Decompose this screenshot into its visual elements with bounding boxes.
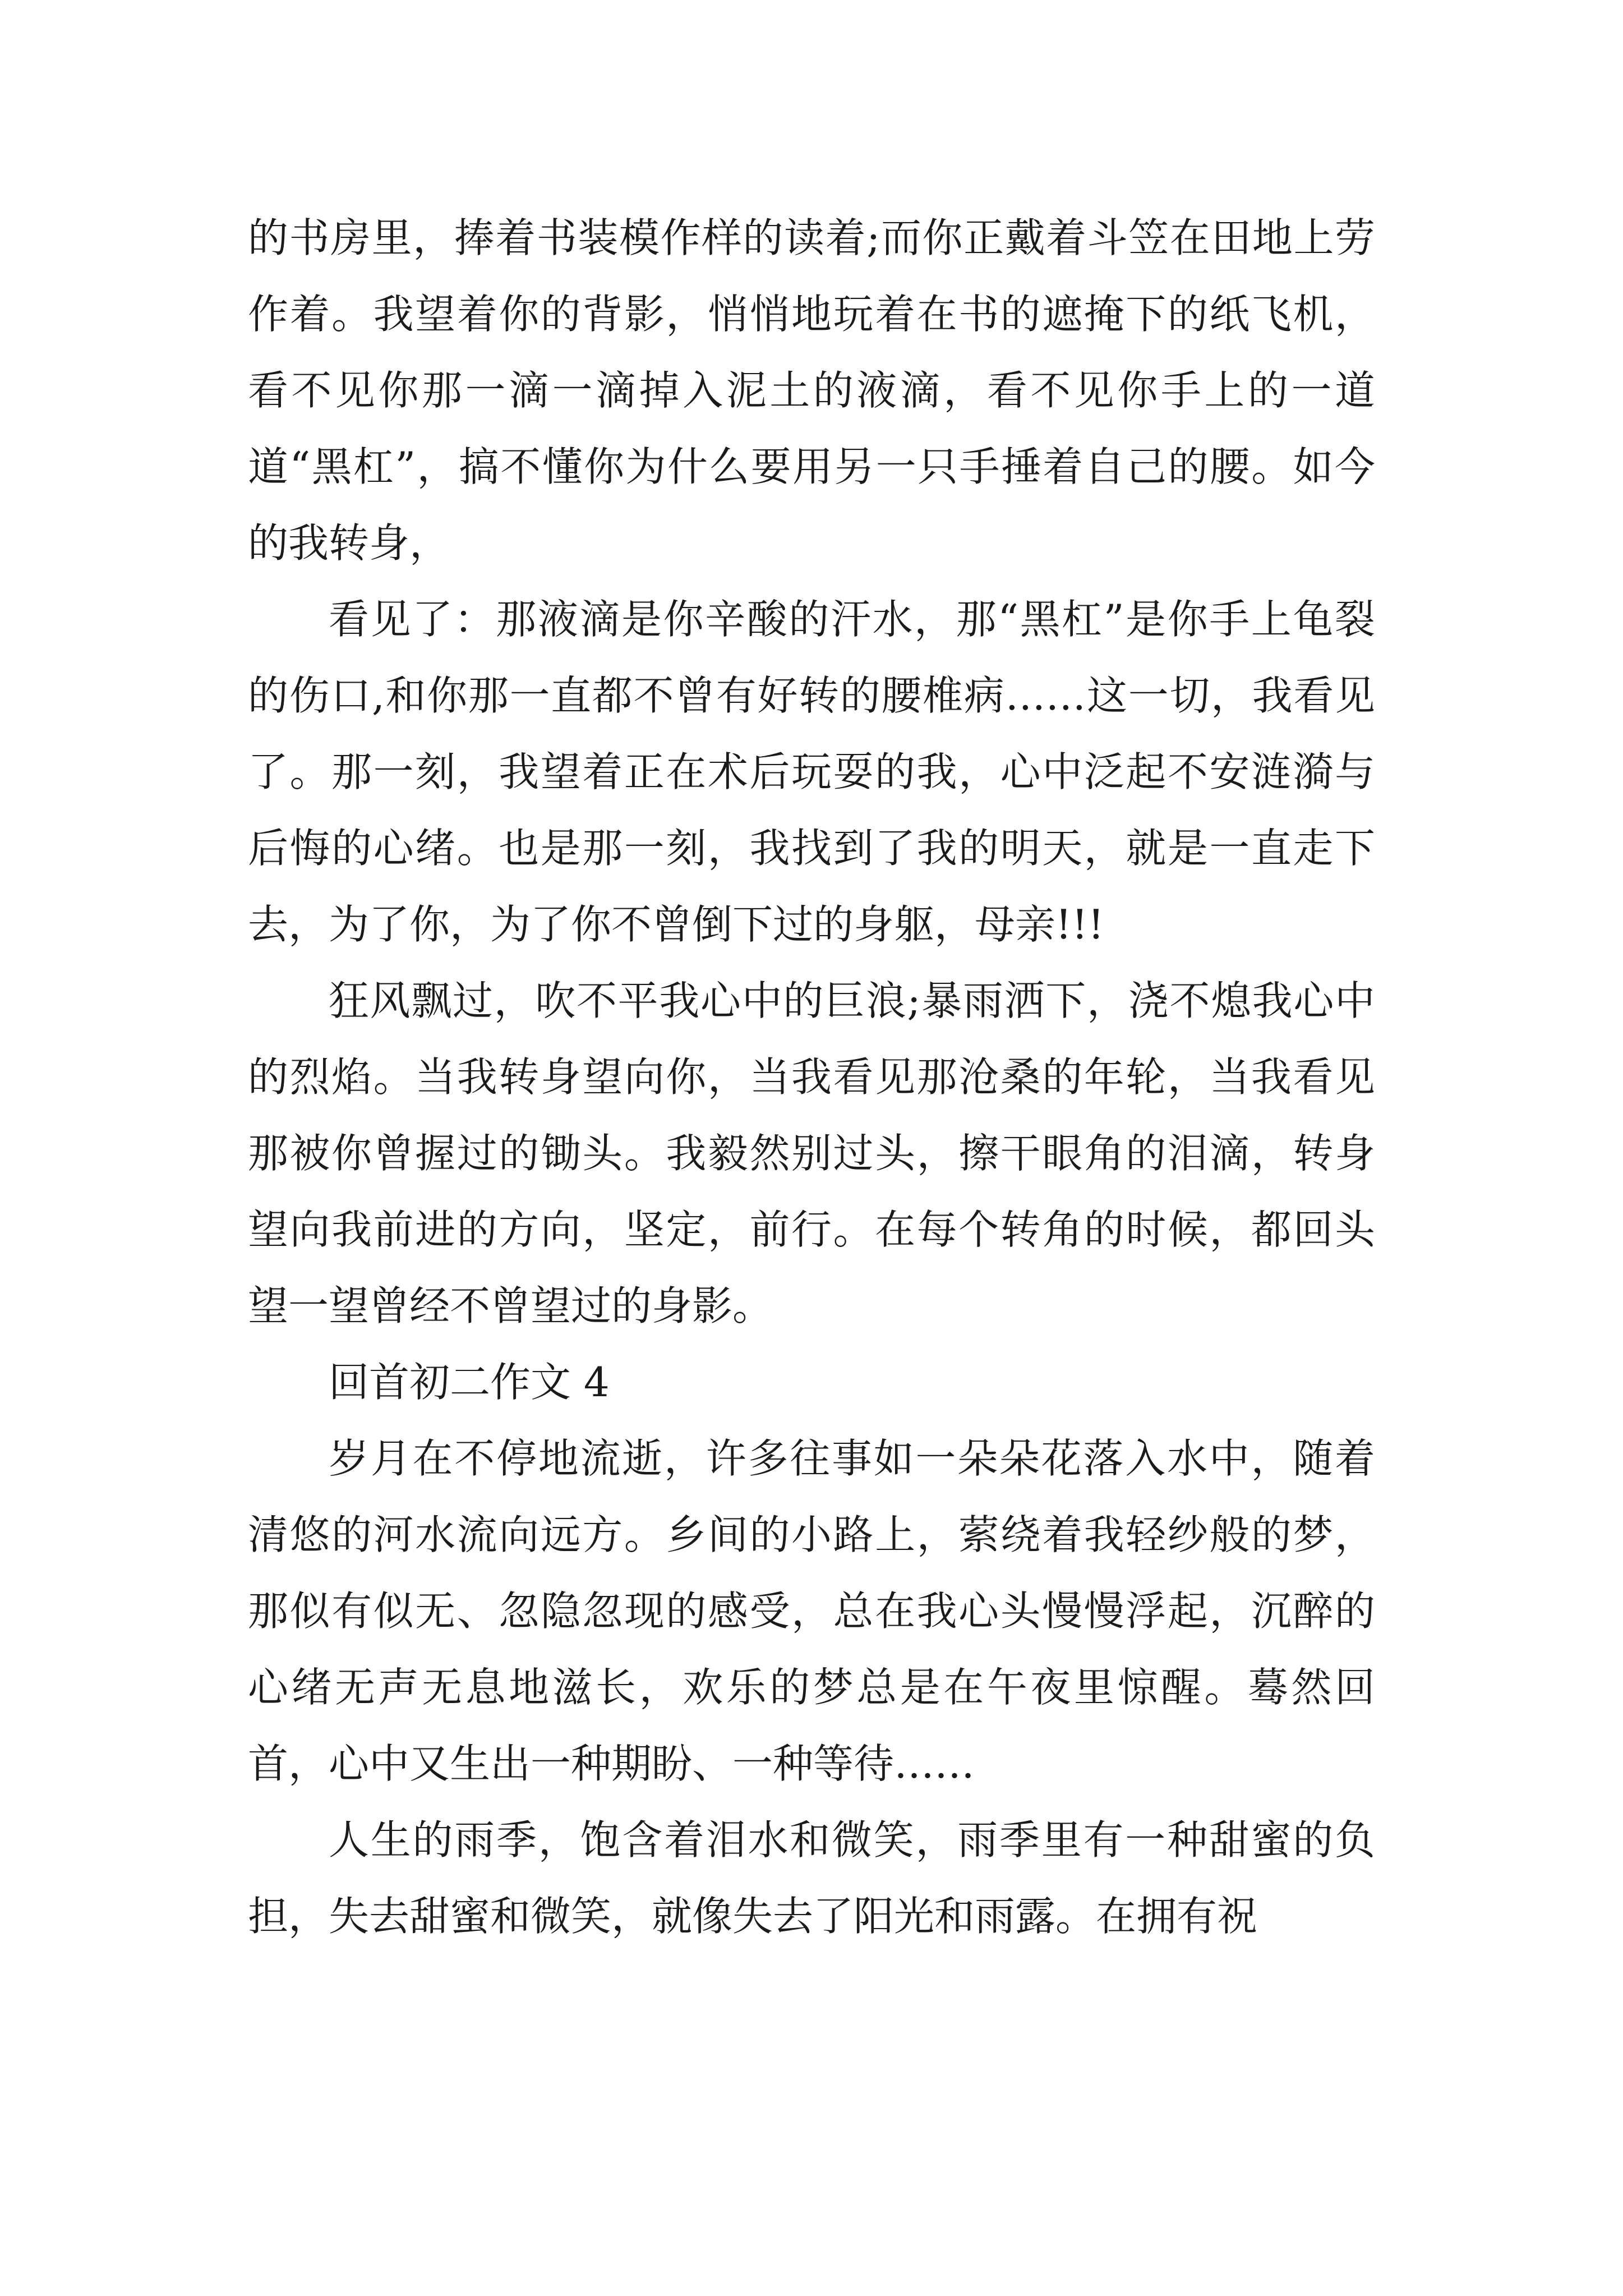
paragraph-4: 岁月在不停地流逝，许多往事如一朵朵花落入水中，随着清悠的河水流向远方。乡间的小路上，萦绕着我轻纱般的梦，那似有似无、忽隐忽现的感受，总在我心头慢慢浮起，沉醉的心绪无声无息地滋长，欢乐的梦总是在午夜里惊醒。蓦然回首，心中又生出一种期盼、一种等待…… — [248, 1435, 1375, 1787]
section-heading: 回首初二作文 4 — [329, 1359, 610, 1406]
paragraph-3: 狂风飘过，吹不平我心中的巨浪;暴雨洒下，浇不熄我心中的烈焰。当我转身望向你，当我看见那沧桑的年轮，当我看见那被你曾握过的锄头。我毅然别过头，擦干眼角的泪滴，转身望向我前进的方向，坚定，前行。在每个转角的时候，都回头望一望曾经不曾望过的身影。 — [248, 977, 1375, 1329]
paragraph-2: 看见了：那液滴是你辛酸的汗水，那“黑杠”是你手上龟裂的伤口,和你那一直都不曾有好转的腰椎病……这一切，我看见了。那一刻，我望着正在术后玩耍的我，心中泛起不安涟漪与后悔的心绪。也是那一刻，我找到了我的明天，就是一直走下去，为了你，为了你不曾倒下过的身躯，母亲!!! — [248, 596, 1375, 948]
paragraph-5: 人生的雨季，饱含着泪水和微笑，雨季里有一种甜蜜的负担，失去甜蜜和微笑，就像失去了阳光和雨露。在拥有祝 — [248, 1816, 1375, 1940]
paragraph-1: 的书房里，捧着书装模作样的读着;而你正戴着斗笠在田地上劳作着。我望着你的背影，悄悄地玩着在书的遮掩下的纸飞机，看不见你那一滴一滴掉入泥土的液滴，看不见你手上的一道道“黑杠”，搞不懂你为什么要用另一只手捶着自己的腰。如今的我转身， — [248, 214, 1375, 567]
body-text — [248, 200, 1375, 1954]
